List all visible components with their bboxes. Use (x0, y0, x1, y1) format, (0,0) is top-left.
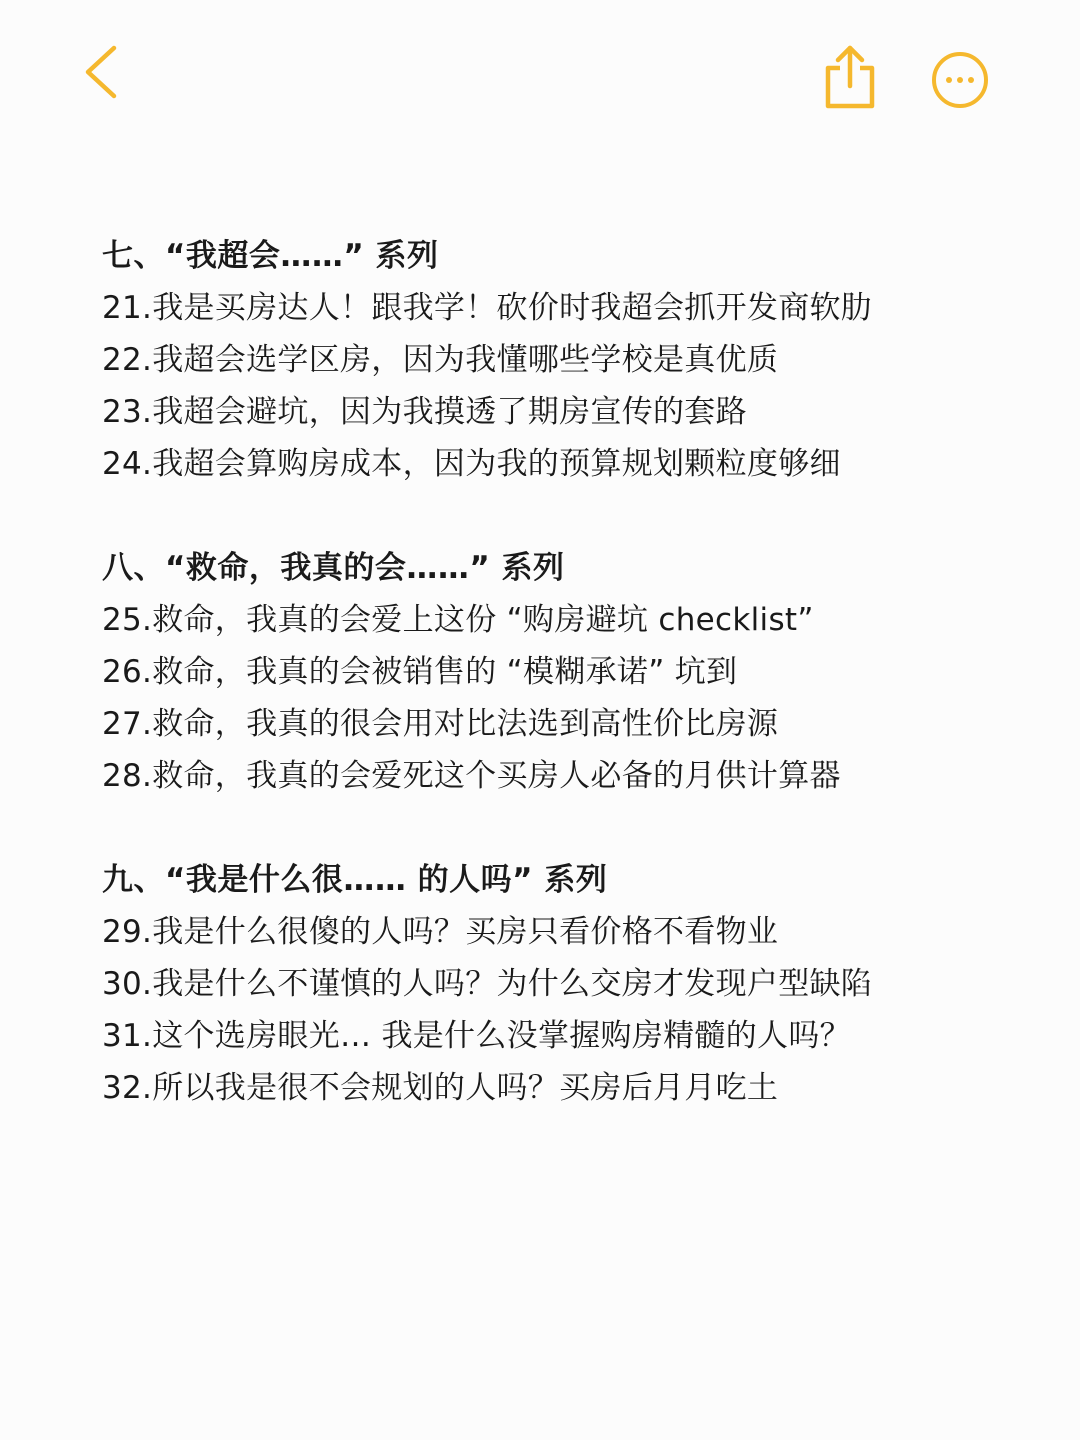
section-title: 八、“救命，我真的会……” 系列 (102, 550, 565, 586)
note-content (102, 230, 1002, 1166)
list-item: 29.我是什么很傻的人吗？买房只看价格不看物业 (102, 914, 779, 950)
list-item: 32.所以我是很不会规划的人吗？买房后月月吃土 (102, 1070, 779, 1106)
more-button[interactable] (928, 48, 992, 112)
list-item: 24.我超会算购房成本，因为我的预算规划颗粒度够细 (102, 446, 841, 482)
list-item: 23.我超会避坑，因为我摸透了期房宣传的套路 (102, 394, 747, 430)
list-item: 28.救命，我真的会爱死这个买房人必备的月供计算器 (102, 758, 841, 794)
list-item: 30.我是什么不谨慎的人吗？为什么交房才发现户型缺陷 (102, 966, 873, 1002)
chevron-left-icon (78, 40, 128, 104)
share-button[interactable] (818, 40, 882, 112)
section-7 (102, 230, 1002, 490)
list-item: 26.救命，我真的会被销售的 “模糊承诺” 坑到 (102, 654, 738, 690)
back-button[interactable] (78, 40, 128, 104)
list-item: 27.救命，我真的很会用对比法选到高性价比房源 (102, 706, 779, 742)
more-icon (928, 48, 992, 112)
top-toolbar (0, 0, 1080, 150)
list-item: 25.救命，我真的会爱上这份 “购房避坑 checklist” (102, 602, 814, 638)
section-title: 九、“我是什么很…… 的人吗” 系列 (102, 862, 608, 898)
section-8 (102, 542, 1002, 802)
list-item: 31.这个选房眼光… 我是什么没掌握购房精髓的人吗？ (102, 1018, 851, 1054)
list-item: 22.我超会选学区房，因为我懂哪些学校是真优质 (102, 342, 779, 378)
section-9 (102, 854, 1002, 1114)
share-icon (818, 40, 882, 112)
section-title: 七、“我超会……” 系列 (102, 238, 439, 274)
list-item: 21.我是买房达人！跟我学！砍价时我超会抓开发商软肋 (102, 290, 873, 326)
